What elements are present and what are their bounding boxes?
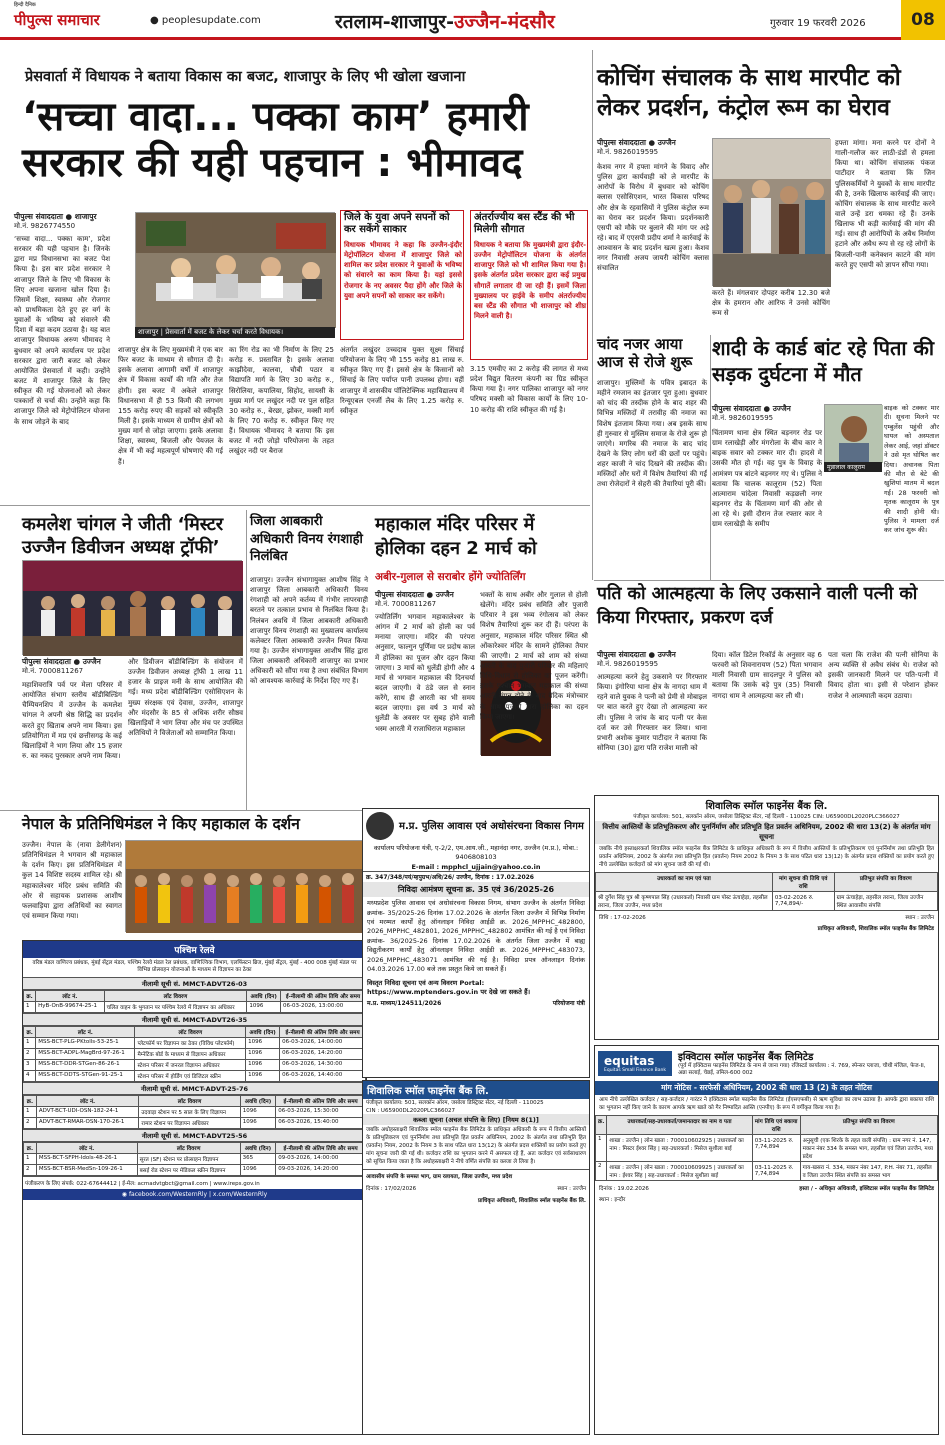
divider [0, 810, 370, 811]
globe-icon: ● [150, 15, 162, 26]
trophy-byline: पीपुल्स संवाददाता ● उज्जैन मो.नं. 7000811267 [22, 657, 101, 675]
table-cell: 09-03-2026, 14:00:00 [276, 1153, 366, 1164]
region-title: रतलाम-शाजापुर-उज्जैन-मंदसौर [335, 11, 555, 33]
railway-tender-ad [22, 940, 367, 1435]
holi-headline: महाकाल मंदिर परिसर में होलिका दहन 2 मार्च को [375, 514, 537, 560]
table-header: प्रतिभूत संपत्ति का विवरण [800, 1115, 937, 1134]
table-cell: रामार स्टेशन पर विज्ञापन अधिकार [139, 1117, 240, 1128]
table-row [596, 1134, 938, 1161]
table-cell: 1096 [246, 1059, 280, 1070]
equitas-logo: equitas Equitas Small Finance Bank [598, 1051, 672, 1076]
table-header: अवधि (दिन) [240, 1142, 276, 1153]
website-link[interactable]: ● peoplesupdate.com [150, 15, 261, 26]
divider [594, 580, 944, 581]
coaching-protest-photo [712, 138, 830, 286]
suicide-byline: पीपुल्स संवाददाता ● उज्जैन मो.नं. 9826019595 [597, 650, 676, 668]
table-header: लॉट नं. [36, 990, 104, 1001]
roza-headline: चांद नजर आया आज से रोजे शुरू [597, 335, 693, 371]
holi-kicker: अबीर-गुलाल से सराबोर होंगे ज्योतिर्लिंग [375, 571, 526, 583]
table-cell: MSS-BCT-ADPL-MagBrd-97-26-1 [36, 1048, 135, 1059]
table-cell: 1096 [247, 1001, 281, 1012]
table-cell: मैग्नेटिक बोर्ड के माध्यम से विज्ञापन अधिकार [135, 1048, 246, 1059]
table-cell: 1096 [240, 1106, 276, 1117]
coaching-headline: कोचिंग संचालक के साथ मारपीट को लेकर प्रदर्शन, कंट्रोल रूम का घेराव [597, 65, 901, 121]
table-cell: उदवाड़ा स्टेशन पर 5 साल के लिए विज्ञापन [139, 1106, 240, 1117]
shivalik1-place: स्थान : उज्जैन [905, 915, 934, 922]
table-header: ई-नीलामी की अंतिम तिथि और समय [281, 990, 366, 1001]
railway-ad-title: पश्चिम रेलवे [23, 941, 366, 958]
table-header: प्रतिभूत संपत्ति का विवरण [834, 873, 937, 892]
holi-col1: ज्योतिर्लिंग भगवान महाकालेश्वर के आंगन में 2 मार्च को होली का पर्व मनाया जाएगा। मंदिर की परंपरा अनुसार, फाल्गुन पूर्णिमा पर प्रदोष काल में होलिका का पूजन और दहन किया जाएगा। 3 मार्च को धुलेंडी होगी और 4 मार्च से भगवान महाकाल की दिनचर्या बदल जाएगी। वे ठंडे जल से स्नान करेंगे, साथ ही आरती का भी समय बदल जाएगा। इस वर्ष 3 मार्च को धुलेंडी के अवसर पर सुबह होने वाली भस्म आरती में राजाधिराज महाकाल [375, 613, 475, 733]
table-cell: 1096 [240, 1164, 276, 1175]
table-cell: 2 [24, 1117, 37, 1128]
shivalik2-subtitle: कब्जा सूचना (अचल संपत्ति के लिए) [नियम 8(1)] [363, 1114, 589, 1125]
story1-photo-caption: शाजापुर | प्रेसवार्ता में बजट के लेकर चर्चा करते विधायक। [135, 327, 335, 338]
table-cell: 06-03-2026, 14:00:00 [280, 1037, 366, 1048]
shivalik1-sign: प्राधिकृत अधिकारी, शिवालिक स्मॉल फाइनेंस बैंक लिमिटेड [817, 926, 934, 933]
table-cell: स्टेशन परिसर में होर्डिंग एवं डिजिटल स्क्रीन [135, 1070, 246, 1081]
railway-ad-footer: पंजीकरण के लिए संपर्क: 022-67644412 | ई-मेल: acmadvtgbct@gmail.com | www.ireps.gov.in [23, 1176, 366, 1189]
table-header: अवधि (दिन) [247, 990, 281, 1001]
story1-headline: ‘सच्चा वादा... पक्का काम’ हमारी सरकार की यही पहचान : भीमावद [22, 94, 529, 187]
table-header: लॉट विवरण [135, 1026, 246, 1037]
nepal-headline: नेपाल के प्रतिनिधिमंडल ने किए महाकाल के दर्शन [22, 815, 300, 833]
table-cell: अनुसूची (एक शिरके के तहत वाली संपत्ति) : ग्राम नगर नं. 147, मकान नंबर 334 के समस्त भाग, तहसील एवं जिला उज्जैन, मध्य प्रदेश [800, 1134, 937, 1161]
table-header: मांग सूचना की तिथि एवं राशि [772, 873, 834, 892]
shivalik-possession-notice [362, 1080, 590, 1435]
wedding-col1: चिंतामण थाना क्षेत्र स्थित बड़नगर रोड पर ग्राम रलाखेड़ी और मंगरोला के बीच कार ने बाइक सवार को टक्कर मार दी। हादसे में उसकी मौत हो गई। वह पुत्र के विवाह के आमंत्रण पत्र बांटने बड़नगर गए थे। पुलिस ने बताया कि चालक कालूराम (52) पिता आत्माराम चांदेला निवासी कड़छली नगर बड़नगर रोड के चिंतामण मार्ग की ओर से आ रहे थे। इसी दौरान तेज रफ्तार कार ने ग्राम रलाखेड़ी के समीप [712, 429, 822, 529]
shivalik1-body: जबकि नीचे हस्ताक्षरकर्ता शिवालिक स्मॉल फाइनेंस बैंक लिमिटेड के प्राधिकृत अधिकारी के रूप में वित्तीय आस्तियों के प्रतिभूतिकरण एवं पुनर्निर्माण तथा प्रतिभूति हित प्रवर्तन अधिनियम, 2002 के अंतर्गत तथा प्रतिभूति हित (प्रवर्तन) नियम 2002 के नियम 3 के साथ पठित धारा 13(12) के अंतर्गत प्रदत्त शक्तियों का प्रयोग करते हुए नीचे उल्लेखित कर्जदारों को मांग सूचना जारी की गई थी। [599, 846, 934, 869]
table-cell: MSS-BCT-PLG-PKtolls-53-25-1 [36, 1037, 135, 1048]
roza-text: शाजापुर। मुस्लिमों के पवित्र इबादत के महीने रमजान का इंतजार पूरा हुआ। बुधवार को चांद की तस्दीक होने के बाद शहर की विभिन्न मस्जिदों में तरावीह की नमाज का विशेष इंतजाम किया गया। अब इसके साथ ही गुरुवार से मुस्लिम समाज के रोजे शुरू हो जाएंगे। मगरिब की नमाज के बाद चांद देखने के लिए लोग घरों की छतों पर पहुंचे। शहर काजी ने चांद दिखने की तस्दीक की। मस्जिदों और घरों में विशेष तैयारियां की गईं तथा रोजेदारों ने सेहरी की तैयारियां पूरी कीं। [597, 379, 707, 489]
police-ad-code: म.प्र. माध्यम/124511/2026 [367, 999, 442, 1007]
railway-tender-table [23, 1142, 366, 1176]
table-row [24, 1048, 366, 1059]
table-cell: 2 [24, 1164, 37, 1175]
divider [246, 510, 247, 810]
edition-date: गुरुवार 19 फरवरी 2026 [770, 18, 866, 29]
wedding-victim-photo [824, 404, 882, 462]
shivalik2-address: पंजीकृत कार्यालय: 501, सलकॉन ऑरम, जसोला डिस्ट्रिक्ट सेंटर, नई दिल्ली - 110025 [366, 1100, 544, 1106]
trophy-photo [22, 560, 242, 655]
page-number: 08 [901, 0, 945, 40]
story1-col4: अंतर्गत लखुंदर उच्चदाब युक्त सूक्ष्म सिंचाई परियोजना के लिए भी 155 करोड़ 81 लाख रु. स्वीकृत किए गए हैं। इससे क्षेत्र के किसानों को सिंचाई के लिए पर्याप्त पानी उपलब्ध होगा। वहीं शाजापुर में शासकीय पॉलिटेक्निक महाविद्यालय में रिन्यूएबल एनर्जी लैब के लिए 1.25 करोड़ रु. स्वीकृत [340, 346, 464, 415]
table-cell: 06-03-2026, 14:20:00 [280, 1048, 366, 1059]
shivalik2-body: जबकि अधोहस्ताक्षरी शिवालिक स्मॉल फाइनेंस बैंक लिमिटेड के प्राधिकृत अधिकारी के रूप में वित्तीय आस्तियों के प्रतिभूतिकरण एवं पुनर्निर्माण तथा प्रतिभूति हित प्रवर्तन अधिनियम, 2002 के अंतर्गत तथा प्रतिभूति हित (प्रवर्तन) नियम, 2002 के नियम 3 के साथ पठित धारा 13(12) के अंतर्गत प्रदत्त शक्तियों का प्रयोग करते हुए मांग सूचना जारी की गई थी। कर्जदार राशि का भुगतान करने में असफल रहे हैं, अतः कर्जदार एवं सर्वसाधारण को सूचित किया जाता है कि अधोहस्ताक्षरी ने नीचे वर्णित संपत्ति का कब्जा ले लिया है। [366, 1127, 586, 1166]
table-cell: प्लेटफॉर्म पर विज्ञापन का ठेका (विविध प्लेटफॉर्म) [135, 1037, 246, 1048]
bus-box-title: अंतर्राज्यीय बस स्टैंड की भी मिलेगी सौगात [474, 212, 575, 235]
story1-col1: ‘सच्चा वादा... पक्का काम’, प्रदेश सरकार की यही पहचान है। जिनके द्वारा मप्र विधानसभा का बजट पेश किया है। इस बार प्रदेश सरकार ने शाजापुर जिले के लिए भी विकास के लिए अपना खजाना खोल दिया है। जिसमें शिक्षा, स्वास्थ्य और रोजगार को प्राथमिकता देते हुए हर वर्ग के युवाओं के भविष्य को संवारने की दिशा में बड़ा कदम उठाया है। यह बात शाजापुर विधायक अरुण भीमावद ने बुधवार को अपने कार्यालय पर प्रदेश सरकार द्वारा जारी बजट को लेकर आयोजित प्रेसवार्ता में कही। उन्होंने बजट में शाजापुर जिले के लिए स्वीकृत की गई योजनाओं को लेकर पत्रकारों से चर्चा की। उन्होंने कहा कि शाजापुर जिले को मेट्रोपोलिटन योजना के साथ जोड़ने के बाद [14, 235, 110, 426]
table-cell: HyB-OnB-99674-25-1 [36, 1001, 104, 1012]
shivalik2-date: दिनांक : 17/02/2026 [366, 1186, 417, 1193]
table-cell: सूरत (SF) स्टेशन पर प्रोत्साहन विज्ञापन [137, 1153, 240, 1164]
equitas-demand-notice [594, 1045, 939, 1435]
table-row [24, 1117, 366, 1128]
table-cell: 06-03-2026, 14:40:00 [280, 1070, 366, 1081]
story1-col2: शाजापुर क्षेत्र के लिए मुख्यमंत्री ने एक बार फिर बजट के माध्यम से सौगात दी है। इसके अलावा आगामी वर्षों में शाजापुर क्षेत्र में विकास कार्यों की गति और तेज होगी। इस बजट में अकेले शाजापुर विधानसभा में ही 53 किमी की लगभग 155 करोड़ रुपए की सड़कों को स्वीकृति मिली है। इसके माध्यम से ग्रामीण क्षेत्रों को मुख्य मार्ग से जोड़ा जाएगा। इसके अलावा शिक्षा, स्वास्थ्य, बिजली और पेयजल के क्षेत्र में भी कई महत्वपूर्ण घोषणाएं की गई हैं। [118, 346, 223, 466]
table-header: लॉट विवरण [137, 1142, 240, 1153]
table-cell: 4 [24, 1070, 36, 1081]
table-cell: 2 [24, 1048, 36, 1059]
holi-col2: भक्तों के साथ अबीर और गुलाल से होली खेलेंगे। मंदिर प्रबंध समिति और पुजारी परिवार ने इस भव्य रंगोत्सव को लेकर विशेष तैयारियां शुरू कर दी हैं। परंपरा के अनुसार, महाकाल मंदिर परिसर स्थित श्री ओंकारेश्वर मंदिर के सामने होलिका तैयार की जाएगी। 2 मार्च को शाम को संध्या आरती के बाद पुजारी परिवार की महिलाएं विधि-विधान से होलिका का पूजन करेंगी। इसके पश्चात भगवान महाकाल की संध्या आरती संपन्न होने के बाद वैदिक मंत्रोच्चार के साथ पुजारी द्वारा होलिका का दहन किया जाएगा। [480, 591, 588, 721]
coaching-col2: हफ्ता मांगा। मना करने पर दोनों ने गाली-गलौज कर लाठी-डंडों से हमला किया था। कोचिंग संचालक पंकज पाटीदार ने बताया कि जिन पुलिसकर्मियों ने युवकों के साथ मारपीट की है, उनके खिलाफ कार्रवाई की जाए। कोचिंग संचालक के साथ मारपीट करने वाले उन्हें डरा धमका रहे हैं। उनके खिलाफ भी कड़ी कार्रवाई की मांग की गई। साथ ही आरोपियों के अवैध निर्माण हटाने और अवैध रूप से रह रहे लोगों के बिजली-पानी कनेक्शन काटने की मांग करते हुए एसपी को ज्ञापन सौंपा गया। [835, 139, 935, 269]
table-cell: 1 [24, 1001, 36, 1012]
divider [592, 50, 593, 580]
table-cell: बसई रोड स्टेशन पर मेडिकल स्क्रीन विज्ञापन [137, 1164, 240, 1175]
shivalik-demand-notice [594, 795, 939, 1040]
youth-box-title: जिले के युवा अपने सपनों को कर सकेंगे साकार [344, 212, 450, 235]
table-row: श्री दुर्गेश सिंह पुत्र श्री कृष्णपाल सिंह (उधारकर्ता) निवासी ग्राम पोस्ट ऊंचाहेड़ा, तहसील तराना, जिला उज्जैन, मध्य प्रदेश 03-02-2026 रु. 7,74,894/- ग्राम ऊंचाहेड़ा, तहसील तराना, जिला उज्जैन स्थित आवासीय संपत्ति [596, 892, 938, 911]
table-cell: 1 [24, 1106, 37, 1117]
table-header: क्र. [24, 1095, 37, 1106]
table-cell: 1096 [240, 1117, 276, 1128]
table-row [24, 1059, 366, 1070]
table-row [24, 1164, 366, 1175]
railway-social-links[interactable]: ◉ facebook.com/WesternRly | x.com/WesternRly [23, 1189, 366, 1200]
equitas-sign: हस्ता / - अधिकृत अधिकारी, इक्विटास स्मॉल फाइनेंस बैंक लिमिटेड [799, 1185, 934, 1192]
railway-ad-subtitle: वरिष्ठ मंडल वाणिज्य प्रबंधक, मुंबई सेंट्रल मंडल, पश्चिम रेलवे मंडल रेल प्रबंधक, वाणिज्यिक विभाग, एलफिंस्टन ब्रिज, मुंबई सेंट्रल, मुंबई - 400 008 मुंबई मंडल पर विभिन्न प्रोत्साहन योजनाओं के माध्यम से विज्ञापन का ठेका [32, 960, 357, 974]
wedding-col2: बाइक को टक्कर मार दी। सूचना मिलने पर एम्बुलेंस पहुंची और घायल को अस्पताल लेकर आई, जहां डॉक्टर ने उसे मृत घोषित कर दिया। अचानक पिता की मौत से बेटे की खुशियां मातम में बदल गईं। 28 फरवरी को मृतक कालूराम के पुत्र की शादी होनी थी। पुलिस ने मामला दर्ज कर जांच शुरू की। [884, 404, 939, 535]
story1-col3: का रिंग रोड का भी निर्माण के लिए 25 करोड़ रु. प्रस्तावित है। इसके अलावा काझीदेवा, कालवा, चौबी पठार व विद्यापति मार्ग के लिए 30 करोड़ रु., सिरोलिया, कपालिया, सिहोद, सायसी के मुख्य मार्ग पर लखुंदर नदी पर पुल सहित 30 करोड़ रु., बेरछा, झोकर, मक्सी मार्ग के लिए 70 करोड़ रु. स्वीकृत किए गए हैं। विधायक भीमावद ने बताया कि इस बजट में नदी जोड़ो परियोजना के तहत लखुंदर नदी पर बैराज [229, 346, 334, 456]
table-cell: 03-11-2025 रु. 7,74,894 [752, 1134, 800, 1161]
railway-tender-sections [23, 977, 366, 1176]
railway-section-label: नीलामी सूची सं. MMCT-ADVT26-35 [23, 1013, 366, 1026]
story1-col5: 3.15 एमवीए का 2 करोड़ की लागत से मध्य प्रदेश विद्युत वितरण कंपनी का ग्रिड स्वीकृत किया गया है। नगर पालिका शाजापुर को नगर परिषद मक्सी को विकास कार्यों के लिए 10-10 करोड़ की राशि स्वीकृत की गई है। [470, 365, 588, 414]
shivalik1-table [595, 872, 938, 911]
table-cell: ADVT-BCT-RMAR-OSN-170-26-1 [36, 1117, 139, 1128]
railway-section-label: नीलामी सूची सं. MMCT-ADVT-25-76 [23, 1082, 366, 1095]
table-cell: शाखा : उज्जैन | लोन खाता : 700010609925 | उधारकर्ता का नाम : ईश्वर सिंह | सह-उधारकर्ता : मिसेज सुशीला बाई [607, 1161, 752, 1180]
table-cell: स्टेशन परिसर में जनरल विज्ञापन अधिकार [135, 1059, 246, 1070]
table-cell: 1 [24, 1037, 36, 1048]
table-cell: MSS-BCT-SFPH-Idols-48-26-1 [36, 1153, 137, 1164]
shivalik1-notice: वित्तीय आस्तियों के प्रतिभूतिकरण और पुनर्निर्माण और प्रतिभूति हित प्रवर्तन अधिनियम, 2002 की धारा 13(2) के अंतर्गत मांग सूचना [595, 821, 938, 844]
table-cell: गाय-खसरा नं. 334, मकान नंबर 147, P.H. नंबर 71, तहसील व जिला उज्जैन स्थित संपत्ति का समस्त भाग [800, 1161, 937, 1180]
table-header: उधारकर्ता का नाम एवं पता [596, 873, 773, 892]
table-header: मांग तिथि एवं बकाया राशि [752, 1115, 800, 1134]
trophy-col2: और डिवीजन बॉडीबिल्डिंग के संयोजन में उज्जैन डिवीजन अध्यक्ष ट्रॉफी 1 लाख 11 हजार के प्राइज मनी के साथ आयोजित की गई। मध्य प्रदेश बॉडीबिल्डिंग एसोसिएशन के मुख्य संरक्षक एवं देवास, उज्जैन, शाजापुर और मंदसौर के 85 से अधिक शरीर सौष्ठव खिलाड़ियों ने भाग लिया और मंच पर उपस्थित अतिथियों ने विजेताओं को सम्मानित किया। [128, 658, 243, 737]
table-header: क्र. [596, 1115, 607, 1134]
table-header: लॉट नं. [36, 1095, 139, 1106]
equitas-body: आप नीचे उल्लेखित कर्जदार / सह-कर्जदार / गारंटर ने इक्विटास स्मॉल फाइनेंस बैंक लिमिटेड (ईएसएफबी) से ऋण सुविधा का लाभ उठाया है। आपके द्वारा बकाया राशि का भुगतान नहीं किए जाने के कारण आपके ऋण खाते को गैर निष्पादित आस्ति (एनपीए) के रूप में वर्गीकृत किया गया है। [599, 1096, 934, 1111]
suicide-col1: आत्महत्या करने हेतु उकसाने पर गिरफ्तार किया। इंगोरिया थाना क्षेत्र के नागदा धाम में रहने वाले युवक ने पत्नी को प्रेमी से मोबाइल पर बात करते हुए देखा तो आत्महत्या कर ली। पुलिस ने जांच के बाद पत्नी पर केस दर्ज कर उसे गिरफ्तार कर लिया। थाना प्रभारी अशोक कुमार पाटीदार ने बताया कि सोनिया (30) द्वारा पति राजेश माली को [597, 673, 707, 752]
equitas-notice-title: मांग नोटिस - सरफेसी अधिनियम, 2002 की धारा 13 (2) के तहत नोटिस [595, 1081, 938, 1095]
table-header: लॉट नं. [36, 1026, 135, 1037]
table-header: उधारकर्ता/सह-उधारकर्ता/जमानतदार का नाम व पता [607, 1115, 752, 1134]
railway-section-label: नीलामी सूची सं. MMCT-ADVT25-56 [23, 1129, 366, 1142]
wedding-byline: पीपुल्स संवाददाता ● उज्जैन मो.नं. 9826019595 [712, 404, 791, 422]
suicide-col2: दिया। कॉल डिटेल रिकॉर्ड के अनुसार वह 6 फरवरी को शिवनारायण (52) पिता भगवान माली निवासी ग्राम सादलपुर ने पुलिस को बताया कि उसके बड़े पुत्र (35) निवासी नागदा धाम ने आत्महत्या कर ली थी। [712, 651, 822, 700]
police-ad-portal[interactable]: विस्तृत निविदा सूचना एवं अन्य विवरण Portal: https://www.mptenders.gov.in पर देखे जा सकते हैं। [367, 978, 531, 996]
trophy-headline: कमलेश चांगल ने जीती ‘मिस्टर उज्जैन डिवीजन अध्यक्ष ट्रॉफी’ [22, 514, 224, 559]
police-ad-signatory: परियोजना यंत्री [552, 999, 585, 1007]
table-header: अवधि (दिन) [246, 1026, 280, 1037]
police-notice-title: निविदा आमंत्रण सूचना क्र. 35 एवं 36/2025-26 [363, 882, 589, 897]
table-cell: MSS-BCT-DDR-STGen-86-26-1 [36, 1059, 135, 1070]
table-header: लॉट विवरण [104, 990, 247, 1001]
table-row [596, 1161, 938, 1180]
story1-kicker: प्रेसवार्ता में विधायक ने बताया विकास का बजट, शाजापुर के लिए भी खोला खजाना [25, 69, 466, 85]
police-ad-office: कार्यालय परियोजना यंत्री, ए-2/2, एम.आय.जी., महानंदा नगर, उज्जैन (म.प्र.), मोबा.: 9406808103 [373, 844, 579, 862]
shivalik2-sign: प्राधिकृत अधिकारी, शिवालिक स्मॉल फाइनेंस बैंक लि. [478, 1198, 586, 1205]
shivalik1-date: तिथि : 17-02-2026 [599, 915, 646, 922]
bus-box-text: विधायक ने बताया कि मुख्यमंत्री द्वारा इंदौर-उज्जैन मेट्रोपॉलिटन योजना के अंतर्गत शाजापुर जिले को भी शामिल किया गया है। इसके अंतर्गत प्रदेश सरकार द्वारा कई प्रमुख सौगातें लगातार दी जा रही हैं। इसमें जिला मुख्यालय पर हाईवे के समीप अंतर्राज्यीय बस स्टैंड की सौगात भी शाजापुर को शीघ्र मिलने वाली है। [474, 241, 586, 320]
equitas-date: दिनांक : 19.02.2026 [599, 1185, 649, 1192]
wedding-headline: शादी के कार्ड बांट रहे पिता की सड़क दुर्घटना में मौत [712, 336, 935, 386]
story1-press-photo [135, 212, 335, 327]
railway-tender-table [23, 1026, 366, 1082]
excise-headline: जिला आबकारी अधिकारी विनय रंगशाही निलंबित [250, 514, 363, 565]
railway-tender-table [23, 990, 366, 1013]
coaching-col1: केशव नगर में हफ्ता मांगने के विवाद और पुलिस द्वारा कार्यवाही को ले मारपीट के आरोपों के विरोध में बुधवार को कोचिंग क्लास एसोसिएशन, भारत विकास परिषद और क्षेत्र के रहवासियों ने पुलिस कंट्रोल रूम का घेराव कर प्रदर्शन किया। प्रदर्शनकारी एसपी को मौके पर बुलाने की मांग पर अड़े रहे। बाद में एएसपी प्रदीप शर्मा ने कार्रवाई के आश्वासन के बाद प्रदर्शन खत्म हुआ। केशव नगर निवासी अजय जायरी कोचिंग क्लास संचालित [597, 163, 709, 273]
railway-tender-table [23, 1095, 366, 1129]
logo-tagline: हिन्दी दैनिक [14, 2, 36, 8]
shivalik1-title: शिवालिक स्मॉल फाइनेंस बैंक लि. [705, 801, 828, 812]
equitas-place: स्थान : इन्दौर [599, 1196, 626, 1203]
suicide-col3: पता चला कि राजेश की पत्नी सोनिया के अन्य व्यक्ति से अवैध संबंध थे। राजेश को इसकी जानकारी मिलने पर पति-पत्नी में विवाद होता था। इसी से परेशान होकर राजेश ने आत्मघाती कदम उठाया। [828, 651, 938, 700]
nepal-delegation-photo [125, 840, 370, 932]
wedding-photo-caption: मुन्नालाल कालूराम [824, 462, 882, 472]
shivalik1-address: पंजीकृत कार्यालय: 501, सलकॉन ऑरम, जसोला डिस्ट्रिक्ट सेंटर, नई दिल्ली - 110025 CIN: U65900DL2020PLC366027 [633, 814, 900, 820]
table-header: अवधि (दिन) [240, 1095, 276, 1106]
youth-box-text: विधायक भीमावद ने कहा कि उज्जैन-इंदौर मेट्रोपॉलिटन योजना में शाजापुर जिले को शामिल कर प्रदेश सरकार ने युवाओं के भविष्य को संवारने का काम किया है। यहां इससे रोजगार के नए अवसर पैदा होंगे और जिले के युवा अपने सपनों को साकार कर सकेंगे। [344, 241, 462, 300]
coaching-photo-caption: करते हैं। मंगलवार दोपहर करीब 12.30 बजे क्षेत्र के हमरान और आरिफ ने उनसे कोचिंग रूम से [712, 289, 830, 318]
table-row [24, 1106, 366, 1117]
table-header: लॉट नं. [36, 1142, 137, 1153]
railway-section-label: नीलामी सूची सं. MMCT-ADVT26-03 [23, 977, 366, 990]
table-cell: 1096 [246, 1037, 280, 1048]
table-row [24, 1001, 366, 1012]
divider [0, 505, 590, 506]
shivalik2-place: स्थान : उज्जैन [557, 1186, 586, 1193]
table-header: ई-नीलामी की अंतिम तिथि और समय [276, 1142, 366, 1153]
table-cell: 2 [596, 1161, 607, 1180]
suicide-headline: पति को आत्महत्या के लिए उकसाने वाली पत्नी को किया गिरफ्तार, प्रकरण दर्ज [597, 584, 918, 628]
table-header: क्र. [24, 990, 36, 1001]
newspaper-logo[interactable]: हिन्दी दैनिक पीपुल्स समाचार [14, 2, 100, 29]
equitas-table [595, 1115, 938, 1181]
table-cell: ADVT-BCT-UDI-OSN-182-24-1 [36, 1106, 139, 1117]
table-header: क्र. [24, 1026, 36, 1037]
police-emblem-icon [366, 812, 394, 840]
table-row [24, 1037, 366, 1048]
social-icon: ◉ [121, 1190, 129, 1198]
table-cell: 06-03-2026, 15:40:00 [276, 1117, 366, 1128]
table-cell: MSS-BCT-BSR-MedSn-109-26-1 [36, 1164, 137, 1175]
shivalik2-title: शिवालिक स्मॉल फाइनेंस बैंक लि. [363, 1081, 589, 1099]
table-header: ई-नीलामी की अंतिम तिथि और समय [276, 1095, 366, 1106]
shivalik2-cin: CIN : U65900DL2020PLC366027 [366, 1108, 455, 1115]
table-cell: 06-03-2026, 13:00:00 [281, 1001, 366, 1012]
shivalik2-property: आवासीय संपत्ति के समस्त भाग, ग्राम रलायता, जिला उज्जैन, मध्य प्रदेश [363, 1169, 589, 1182]
trophy-col1: महाशिवरात्रि पर्व पर मेला परिसर में आयोजित संभाग स्तरीय बॉडीबिल्डिंग चैम्पियनशिप में उज्जैन के कमलेश चांगल ने अपनी श्रेष्ठ सिद्धि का प्रदर्शन करते हुए खिताब अपने नाम किया। इस प्रतियोगिता में मप्र एवं छत्तीसगढ़ के कई खिलाड़ियों ने भाग लिया और 15 हजार रु. का नकद पुरस्कार अपने नाम किया। [22, 681, 122, 760]
excise-text: शाजापुर। उज्जैन संभागायुक्त आशीष सिंह ने शाजापुर जिला आबकारी अधिकारी विनय रंगशाही को अपने कर्तव्य में गंभीर लापरवाही बरतने पर तत्काल प्रभाव से निलंबित किया है। निलंबन अवधि में जिला आबकारी अधिकारी शाजापुर विनय रंगशाही का मुख्यालय कार्यालय कलेक्टर जिला आबकारी उज्जैन नियत किया गया है। उज्जैन संभागायुक्त आशीष सिंह द्वारा जिला आबकारी अधिकारी शाजापुर का प्रभार अधिकारी को सौंपा गया है तथा संबंधित विभाग को आवश्यक कार्रवाई के निर्देश दिए गए हैं। [250, 576, 368, 686]
table-cell: शाखा : उज्जैन | लोन खाता : 700010602925 | उधारकर्ता का नाम : मिस्टर ईश्वर सिंह | सह-उधारकर्ता : मिसेज सुशीला बाई [607, 1134, 752, 1161]
police-ad-title: म.प्र. पुलिस आवास एवं अधोसंरचना विकास निगम [399, 820, 584, 832]
table-cell: 1 [24, 1153, 37, 1164]
table-header: ई-नीलामी की अंतिम तिथि और समय [280, 1026, 366, 1037]
table-row [24, 1153, 366, 1164]
table-cell: 3 [24, 1059, 36, 1070]
table-cell: 06-03-2026, 15:30:00 [276, 1106, 366, 1117]
divider [710, 335, 711, 580]
table-cell: 06-03-2026, 14:30:00 [280, 1059, 366, 1070]
table-row [24, 1070, 366, 1081]
table-cell: 1096 [246, 1048, 280, 1059]
masthead [0, 0, 945, 40]
table-cell: MSS-BCT-DDTS-STGen-91-25-1 [36, 1070, 135, 1081]
nepal-text: उज्जैन। नेपाल के (नावा डेलीगेशन) प्रतिनिधिमंडल ने भगवान श्री महाकाल के दर्शन किए। इस प्रतिनिधिमंडल में कुल 14 विशिष्ट सदस्य शामिल रहे। श्री महाकालेश्वर मंदिर प्रबंध समिति की ओर से सहायक प्रशासक आशीष फलवाड़िया द्वारा अतिथियों का स्वागत एवं सम्मान किया गया। [22, 841, 122, 920]
equitas-title: इक्विटास स्मॉल फाइनेंस बैंक लिमिटेड [677, 1052, 814, 1063]
table-header: क्र. [24, 1142, 37, 1153]
police-ad-body: मध्यप्रदेश पुलिस आवास एवं अधोसंरचना विकास निगम, संभाग उज्जैन के अंतर्गत निविदा क्रमांक- 35/2025-26 दिनांक 17.02.2026 के अंतर्गत जिला उज्जैन में विभिन्न निर्माण एवं मरम्मत कार्यों हेतु ऑनलाइन निविदा आईडी क्र. 2026_MPPHC_482800, 2026_MPPHC_482801, 2026_MPPHC_482802 आमंत्रित की गई है एवं निविदा क्रमांक- 36/2025-26 दिनांक 17.02.2026 के अंतर्गत जिला उज्जैन में बाह्य विद्युतीकरण कार्यों हेतु ऑनलाइन निविदा आईडी क्र. 2026_MPPHC_483073, 2026_MPPHC_483071 आमंत्रित की गई है। निविदा प्रपत्र ऑनलाइन दिनांक 04.03.2026 17.00 बजे तक प्रस्तुत किये जा सकते हैं। [367, 899, 585, 974]
story1-byline: पीपुल्स संवाददाता ● शाजापुर मो.नं. 9826774550 [14, 212, 97, 230]
table-cell: 1096 [246, 1070, 280, 1081]
police-ad-email: E-mail : mpphcl_ujjain@yahoo.co.in [411, 863, 541, 872]
equitas-address: (पूर्व में इक्विटास फाइनेंस लिमिटेड के नाम से जाना गया) रजिस्टर्ड कार्यालय : नं. 769, स्पेन्सर प्लाजा, चौथी मंजिल, फेज-II, अन्ना सलाई, चेन्नई, तमिल-600 002 [677, 1063, 926, 1077]
table-cell: 365 [240, 1153, 276, 1164]
police-housing-tender-ad [362, 808, 590, 1078]
table-cell: 1 [596, 1134, 607, 1161]
table-cell: चलित वाहन के भुगतान पर पश्चिम रेलवे में विज्ञापन का अधिकार [104, 1001, 247, 1012]
coaching-byline: पीपुल्स संवाददाता ● उज्जैन मो.नं. 9826019595 [597, 138, 676, 156]
police-ad-ref: क्र. 347/348/पयं/म्हपुग्रभ/अधि/26/ उज्जैन, दिनांक : 17.02.2026 [363, 871, 589, 882]
holi-byline: पीपुल्स संवाददाता ● उज्जैन मो.नं. 7000811267 [375, 590, 454, 608]
table-header: लॉट विवरण [139, 1095, 240, 1106]
table-cell: 03-11-2025 रु. 7,74,894 [752, 1161, 800, 1180]
table-cell: 09-03-2026, 14:20:00 [276, 1164, 366, 1175]
